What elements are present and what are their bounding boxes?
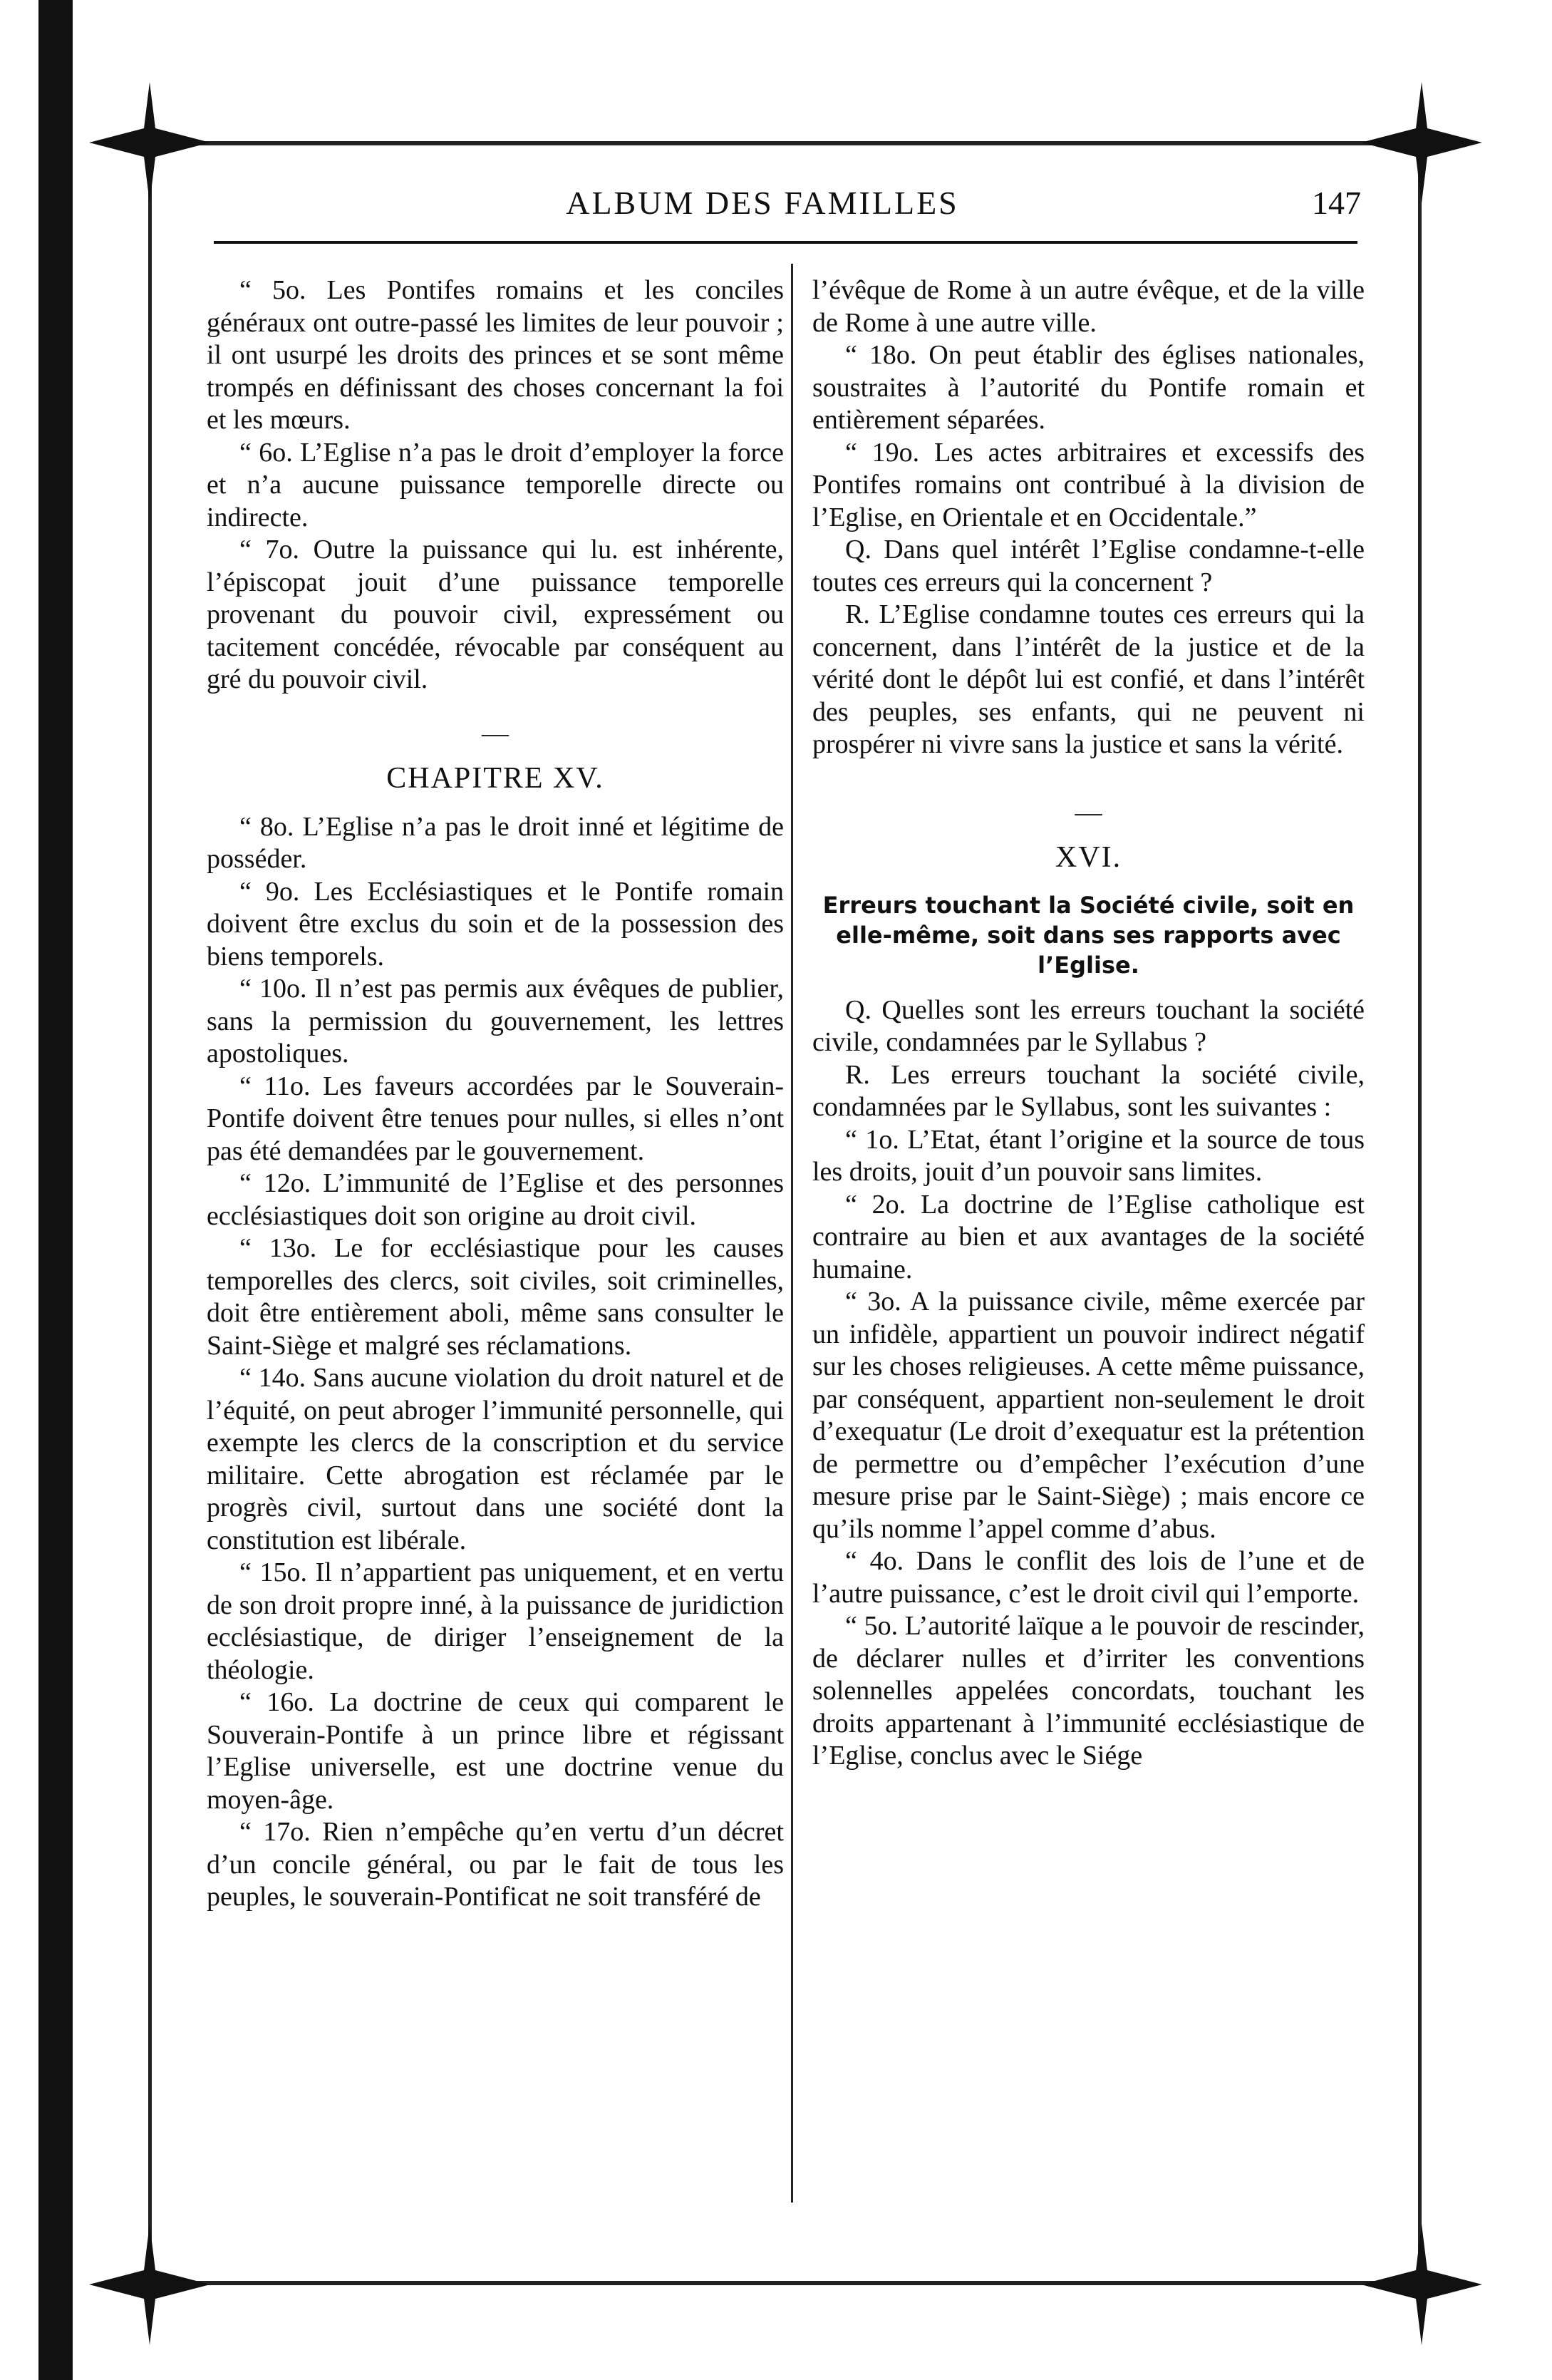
paragraph: “ 18o. On peut établir des églises nationales, soustraites à l’autorité du Pontife romain et entièrement séparées. — [812, 340, 1365, 435]
paragraph: “ 4o. Dans le conflit des lois de l’une et de l’autre puissance, c’est le droit civil qui l’emporte. — [812, 1546, 1365, 1609]
page-header — [164, 184, 1361, 227]
left-inner-border-line — [148, 143, 152, 2281]
section-divider: — — [482, 718, 509, 748]
cross-ornament-icon — [1357, 2220, 1486, 2349]
paragraph: “ 5o. Les Pontifes romains et les conciles généraux ont outre-passé les limites de leur pouvoir ; il ont usurpé les droits des princes et se sont même trompés en définissant des choses concernant la foi et les mœurs. — [207, 275, 784, 435]
paragraph: “ 1o. L’Etat, étant l’origine et la source de tous les droits, jouit d’un pouvoir sans limites. — [812, 1124, 1365, 1187]
paragraph: “ 12o. L’immunité de l’Eglise et des personnes ecclésiastiques doit son origine au droit civil. — [207, 1168, 784, 1231]
right-border-line — [1418, 143, 1422, 2281]
section-divider: — — [1075, 797, 1102, 828]
header-rule — [214, 241, 1357, 244]
page-number: 147 — [1312, 185, 1361, 221]
paragraph: “ 2o. La doctrine de l’Eglise catholique est contraire au bien et aux avantages de la société humaine. — [812, 1189, 1365, 1284]
paragraph: “ 10o. Il n’est pas permis aux évêques de publier, sans la permission du gouvernement, les lettres apostoliques. — [207, 974, 784, 1068]
paragraph: “ 7o. Outre la puissance qui lu. est inhérente, l’épiscopat jouit d’une puissance temporelle provenant du pouvoir civil, expressément ou tacitement concédée, révocable par conséquent au gré du pouvoir civil. — [207, 535, 784, 694]
paragraph: “ 8o. L’Eglise n’a pas le droit inné et légitime de posséder. — [207, 811, 784, 874]
paragraph: “ 14o. Sans aucune violation du droit naturel et de l’équité, on peut abroger l’immunité personnelle, qui exempte les clercs de la conscription et du service militaire. Cette abrogation est réclamée par le progrès civil, surtout dans une société dont la constitution est libérale. — [207, 1363, 784, 1555]
column-rule — [791, 264, 793, 2203]
left-column — [207, 274, 784, 1914]
paragraph: “ 5o. L’autorité laïque a le pouvoir de rescinder, de déclarer nulles et d’irriter les conventions solennelles appelées concordats, touchant les droits appartenant à l’immunité ecclésiastique de l’Eglise, conclus avec le Siége — [812, 1611, 1365, 1771]
top-border-line — [143, 141, 1411, 145]
section-title: XVI. — [1055, 841, 1122, 874]
cross-ornament-icon — [86, 2220, 214, 2349]
left-border-bar — [38, 0, 73, 2380]
running-title: ALBUM DES FAMILLES — [566, 185, 959, 221]
chapter-title: CHAPITRE XV. — [386, 762, 604, 795]
paragraph: R. Les erreurs touchant la société civile, condamnées par le Syllabus, sont les suivantes : — [812, 1059, 1365, 1122]
section-subtitle: Erreurs touchant la Société civile, soit en elle-même, soit dans ses rapports avec l’Eglise. — [822, 891, 1355, 979]
paragraph: “ 16o. La doctrine de ceux qui comparent le Souverain-Pontife à un prince libre et régissant l’Eglise universelle, est une doctrine venue du moyen-âge. — [207, 1687, 784, 1815]
cross-ornament-icon — [1357, 78, 1486, 207]
paragraph: Q. Quelles sont les erreurs touchant la société civile, condamnées par le Syllabus ? — [812, 994, 1365, 1057]
paragraph-continuation: l’évêque de Rome à un autre évêque, et de la ville de Rome à une autre ville. — [812, 275, 1365, 338]
bottom-border-line — [143, 2281, 1411, 2285]
paragraph: “ 13o. Le for ecclésiastique pour les causes temporelles des clercs, soit civiles, soit criminelles, doit être entièrement aboli, même sans consulter le Saint-Siège et malgré ses réclamations. — [207, 1233, 784, 1361]
paragraph: “ 17o. Rien n’empêche qu’en vertu d’un décret d’un concile général, ou par le fait de tous les peuples, le souverain-Pontificat ne soit transféré de — [207, 1817, 784, 1912]
paragraph: “ 9o. Les Ecclésiastiques et le Pontife romain doivent être exclus du soin et de la possession des biens temporels. — [207, 876, 784, 972]
paragraph: “ 6o. L’Eglise n’a pas le droit d’employer la force et n’a aucune puissance temporelle directe ou indirecte. — [207, 437, 784, 532]
right-column — [812, 274, 1365, 1773]
paragraph: R. L’Eglise condamne toutes ces erreurs qui la concernent, dans l’intérêt de la justice et de la vérité dont le dépôt lui est confié, et dans l’intérêt des peuples, ses enfants, qui ne peuvent ni prospérer ni vivre sans la justice et sans la vérité. — [812, 599, 1365, 759]
paragraph: “ 3o. A la puissance civile, même exercée par un infidèle, appartient un pouvoir indirect négatif sur les choses religieuses. A cette même puissance, par conséquent, appartient non-seulement le droit d’exequatur (Le droit d’exequatur est la prétention de permettre ou d’empêcher l’exécution d’une mesure prise par le Saint-Siège) ; mais encore ce qu’ils nomme l’appel comme d’abus. — [812, 1287, 1365, 1544]
paragraph: “ 11o. Les faveurs accordées par le Souverain-Pontife doivent être tenues pour nulles, si elles n’ont pas été demandées par le gouvernement. — [207, 1071, 784, 1166]
paragraph: “ 15o. Il n’appartient pas uniquement, et en vertu de son droit propre inné, à la puissance de juridiction ecclésiastique, de diriger l’enseignement de la théologie. — [207, 1557, 784, 1685]
paragraph: “ 19o. Les actes arbitraires et excessifs des Pontifes romains ont contribué à la division de l’Eglise, en Orientale et en Occidentale.” — [812, 437, 1365, 532]
paragraph: Q. Dans quel intérêt l’Eglise condamne-t-elle toutes ces erreurs qui la concernent ? — [812, 535, 1365, 597]
